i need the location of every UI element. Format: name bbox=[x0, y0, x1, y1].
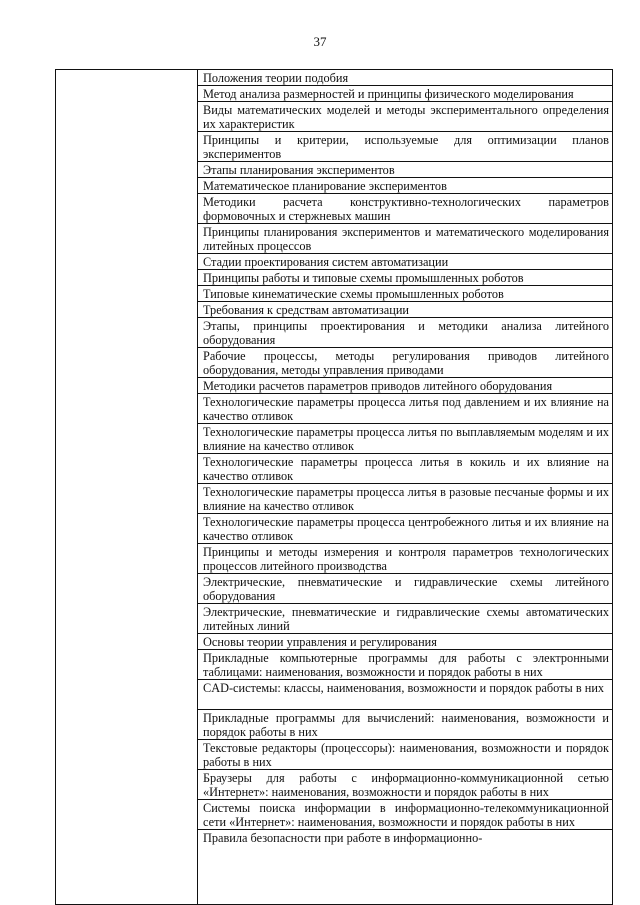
table-row-item: Электрические, пневматические и гидравлические схемы автоматических литейных линий bbox=[198, 604, 612, 634]
table-row-item: Стадии проектирования систем автоматизации bbox=[198, 254, 612, 270]
table-row-item: Основы теории управления и регулирования bbox=[198, 634, 612, 650]
table-row-item: Текстовые редакторы (процессоры): наименования, возможности и порядок работы в них bbox=[198, 740, 612, 770]
table-row-item: Типовые кинематические схемы промышленных роботов bbox=[198, 286, 612, 302]
table-right-cell bbox=[198, 70, 613, 905]
table-row-item: Рабочие процессы, методы регулирования приводов литейного оборудования, методы управления приводами bbox=[198, 348, 612, 378]
table-row-item: Технологические параметры процесса литья в разовые песчаные формы и их влияние на качество отливок bbox=[198, 484, 612, 514]
table-row-item: Виды математических моделей и методы экспериментального определения их характеристик bbox=[198, 102, 612, 132]
table-row-item: Этапы планирования экспериментов bbox=[198, 162, 612, 178]
table-left-cell bbox=[56, 70, 198, 905]
table-row-item: Технологические параметры процесса литья в кокиль и их влияние на качество отливок bbox=[198, 454, 612, 484]
table-row-item: Электрические, пневматические и гидравлические схемы литейного оборудования bbox=[198, 574, 612, 604]
table-row-item: Технологические параметры процесса литья по выплавляемым моделям и их влияние на качество отливок bbox=[198, 424, 612, 454]
table-row-item: Математическое планирование экспериментов bbox=[198, 178, 612, 194]
table-row-item: Методики расчета конструктивно-технологических параметров формовочных и стержневых машин bbox=[198, 194, 612, 224]
table-row-item: Технологические параметры процесса центробежного литья и их влияние на качество отливок bbox=[198, 514, 612, 544]
table-row-item: Этапы, принципы проектирования и методики анализа литейного оборудования bbox=[198, 318, 612, 348]
table-row-item: Системы поиска информации в информационно-телекоммуникационной сети «Интернет»: наименования, возможности и порядок работы в них bbox=[198, 800, 612, 830]
page-number: 37 bbox=[313, 34, 327, 49]
table-row-item: Принципы и методы измерения и контроля параметров технологических процессов литейного производства bbox=[198, 544, 612, 574]
table-row-item: Технологические параметры процесса литья под давлением и их влияние на качество отливок bbox=[198, 394, 612, 424]
table-row-item: Положения теории подобия bbox=[198, 70, 612, 86]
knowledge-table bbox=[55, 69, 613, 905]
table-row-item: Принципы работы и типовые схемы промышленных роботов bbox=[198, 270, 612, 286]
table-row-item: Метод анализа размерностей и принципы физического моделирования bbox=[198, 86, 612, 102]
table-row-item: Методики расчетов параметров приводов литейного оборудования bbox=[198, 378, 612, 394]
table-row-item: Правила безопасности при работе в информационно- bbox=[203, 831, 483, 845]
table-row-item: Прикладные компьютерные программы для работы с электронными таблицами: наименования, возможности и порядок работы в них bbox=[198, 650, 612, 680]
table-row-item: Браузеры для работы с информационно-коммуникационной сетью «Интернет»: наименования, возможности и порядок работы в них bbox=[198, 770, 612, 800]
table-row-item: Принципы планирования экспериментов и математического моделирования литейных процессов bbox=[198, 224, 612, 254]
table-row-item: Принципы и критерии, используемые для оптимизации планов экспериментов bbox=[198, 132, 612, 162]
table-row-item: CAD-системы: классы, наименования, возможности и порядок работы в них bbox=[198, 680, 612, 710]
table-row-item: Прикладные программы для вычислений: наименования, возможности и порядок работы в них bbox=[198, 710, 612, 740]
table-row-item: Требования к средствам автоматизации bbox=[198, 302, 612, 318]
table-row bbox=[56, 70, 613, 905]
